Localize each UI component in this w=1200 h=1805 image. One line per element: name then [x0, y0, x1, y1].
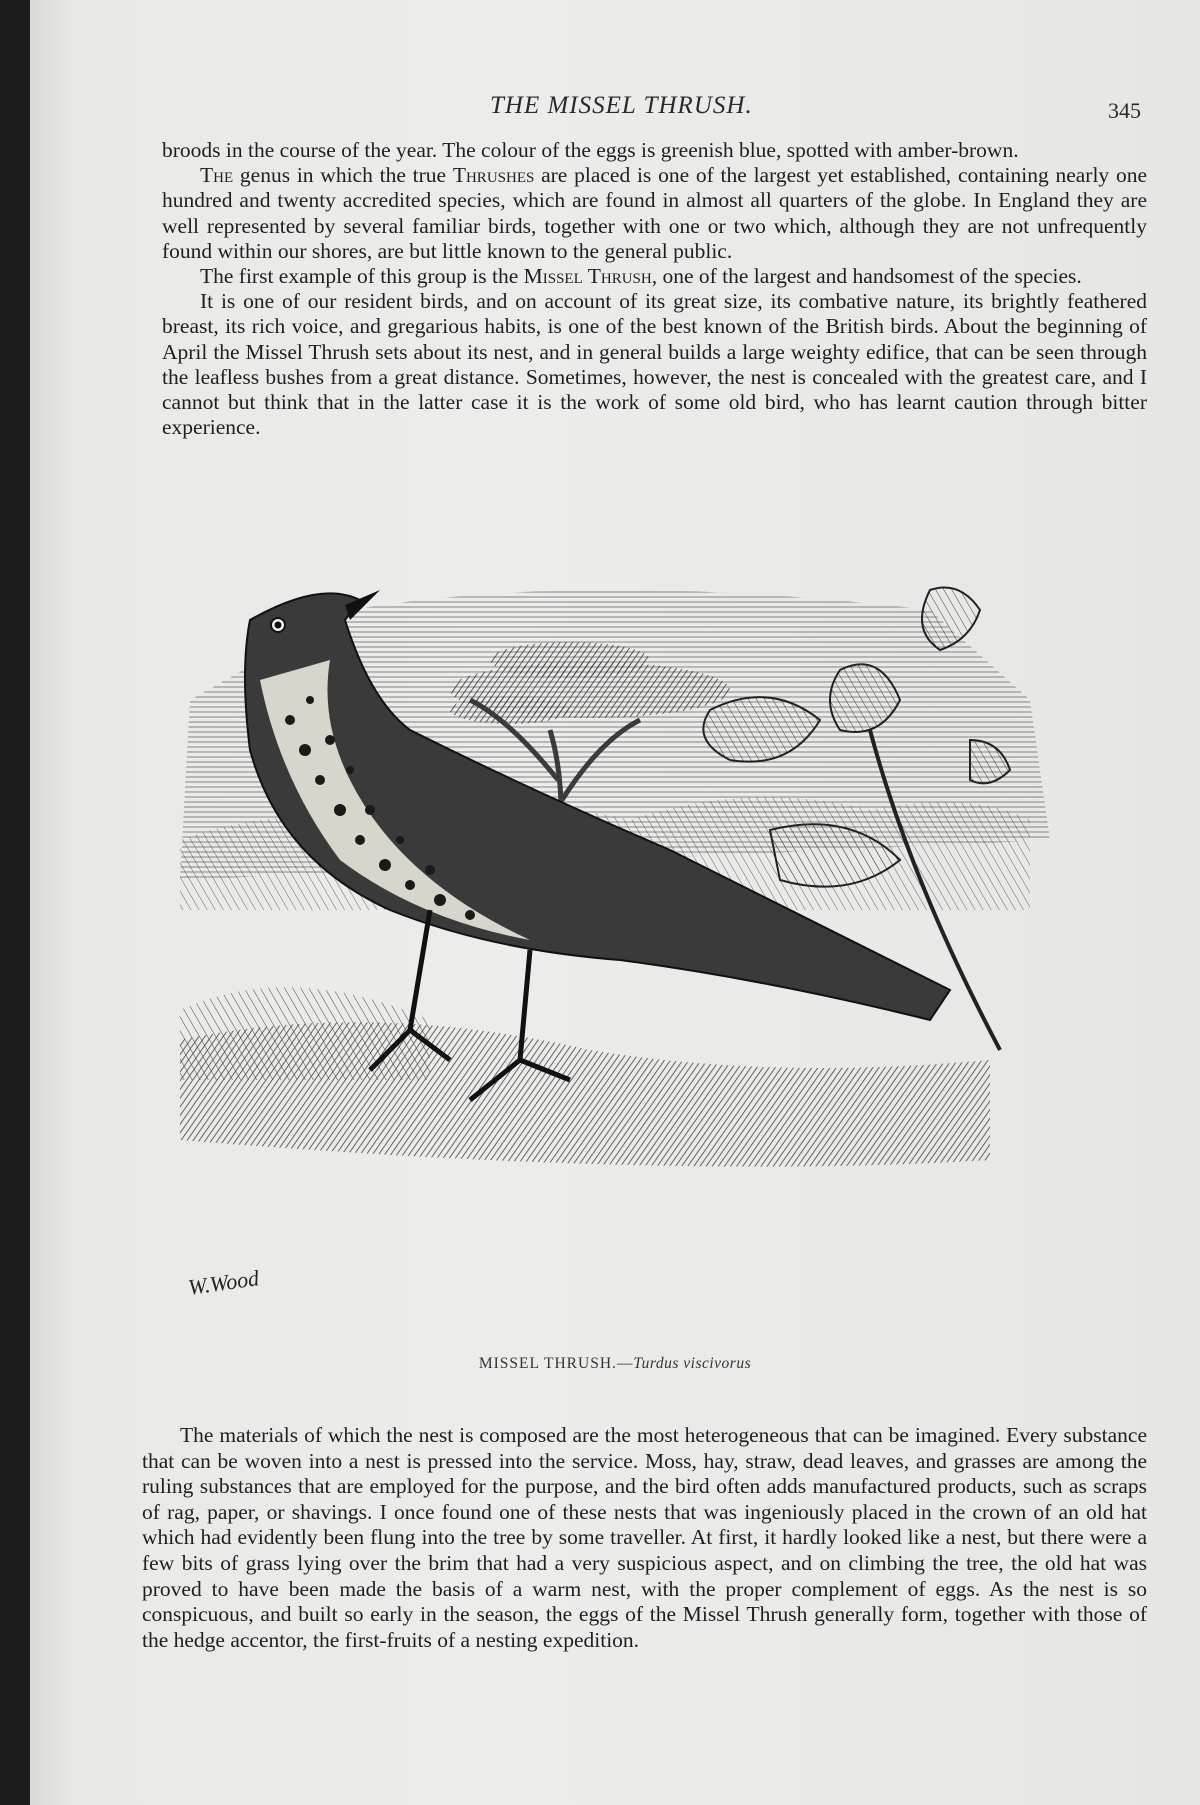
body-text-top: [162, 138, 1147, 440]
caption-title: MISSEL THRUSH.—: [478, 1355, 634, 1372]
book-page: [30, 0, 1200, 1805]
paragraph: [162, 264, 1147, 289]
running-head: [30, 92, 1200, 122]
paragraph-text: genus in which the true: [233, 163, 453, 188]
paragraph-text: , one of the largest and handsomest of the species.: [651, 264, 1082, 289]
paragraph-text: are placed is one of the largest yet established, containing nearly one hundred and twenty accredited species, which are found in almost all quarters of the globe. In England they are well represented by several familiar birds, together with one or two which, although they are not unfrequently found within our shores, are but little known to the general public.: [162, 163, 1147, 263]
paragraph: broods in the course of the year. The colour of the eggs is greenish blue, spotted with amber-brown.: [162, 138, 1019, 162]
paragraph: [162, 163, 1147, 264]
page-title: THE MISSEL THRUSH.: [490, 92, 753, 119]
caption-latin-name: Turdus viscivorus: [633, 1355, 752, 1372]
species-name: Missel Thrush: [523, 264, 652, 289]
page-number: 345: [1108, 98, 1141, 123]
paragraph-text: The first example of this group is the: [200, 264, 524, 289]
missel-thrush-engraving: [170, 580, 1150, 1340]
figure-caption: [30, 1355, 1200, 1373]
engraver-signature: W.Wood: [186, 1265, 261, 1300]
foreground-rock: [180, 987, 430, 1080]
body-text-bottom: [142, 1423, 1147, 1653]
paragraph: The materials of which the nest is composed are the most heterogeneous that can be imagined. Every substance that can be woven into a nest is pressed into the service. Moss, hay, straw, dead leaves, and grasses are among the ruling substances that are employed for the purpose, and the bird often adds manufactured products, such as scraps of rag, paper, or shavings. I once found one of these nests that was ingeniously placed in the crown of an old hat which had evidently been flung into the tree by some traveller. At first, it hardly looked like a nest, but there were a few bits of grass lying over the brim that had a very suspicious aspect, and on climbing the tree, the old hat was proved to have been made the basis of a warm nest, with the proper complement of eggs. As the nest is so conspicuous, and built so early in the season, the eggs of the Missel Thrush generally form, together with those of the hedge accentor, the first-fruits of a nesting expedition.: [142, 1423, 1147, 1652]
engraving-illustration: [170, 580, 1150, 1340]
paragraph-lead: The: [200, 163, 234, 188]
species-name: Thrushes: [452, 163, 535, 188]
paragraph: It is one of our resident birds, and on account of its great size, its combative nature, its brightly feathered breast, its rich voice, and gregarious habits, is one of the best known of the British birds. About the beginning of April the Missel Thrush sets about its nest, and in general builds a large weighty edifice, that can be seen through the leafless bushes from a great distance. Sometimes, however, the nest is concealed with the greatest care, and I cannot but think that in the latter case it is the work of some old bird, who has learnt caution through bitter experience.: [162, 289, 1147, 440]
